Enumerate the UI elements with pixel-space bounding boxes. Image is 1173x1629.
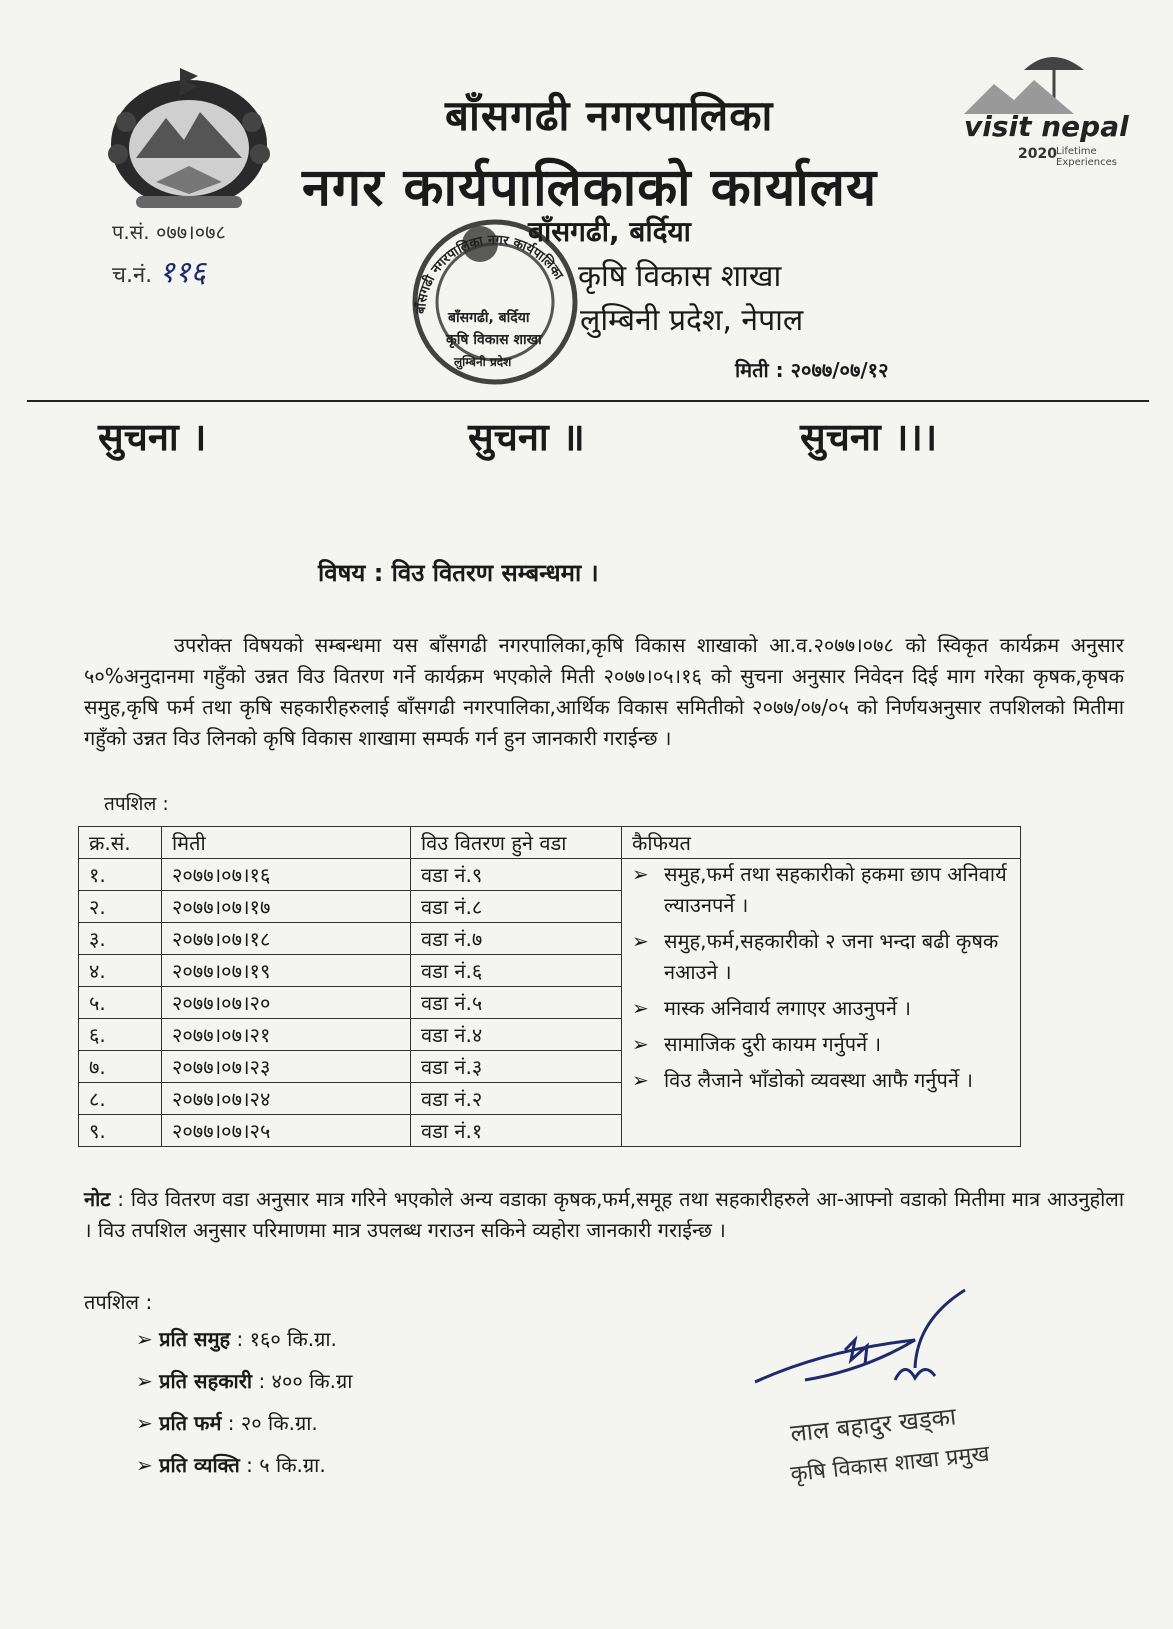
subject-line: विषय : विउ वितरण सम्बन्धमा । — [318, 559, 599, 587]
list-item: ➢ विउ लैजाने भाँडोको व्यवस्था आफै गर्नुपर्ने । — [632, 1065, 1010, 1096]
list-item — [136, 1402, 352, 1444]
issue-date — [735, 356, 888, 383]
remarks-list — [632, 859, 1010, 1096]
cell-date: २०७७।०७।१८ — [162, 923, 411, 955]
date-value: २०७७/०७/१२ — [790, 358, 889, 382]
nepal-emblem-icon — [96, 62, 282, 212]
umbrella-icon — [964, 44, 1134, 114]
cell-ward: वडा नं.४ — [411, 1019, 622, 1051]
cell-date: २०७७।०७।२४ — [162, 1083, 411, 1115]
header-divider — [27, 400, 1149, 402]
cell-serial: ७. — [79, 1051, 162, 1083]
office-place: बाँसगढी, बर्दिया — [528, 215, 691, 248]
quantity-value: : ४०० कि.ग्रा — [258, 1369, 353, 1393]
cell-serial: ८. — [79, 1083, 162, 1115]
cell-ward: वडा नं.५ — [411, 987, 622, 1019]
quantity-schedule-label: तपशिल : — [84, 1290, 153, 1314]
quantity-list — [136, 1318, 352, 1486]
cell-ward: वडा नं.६ — [411, 955, 622, 987]
cell-serial: ९. — [79, 1115, 162, 1147]
cell-date: २०७७।०७।१९ — [162, 955, 411, 987]
remarks-cell — [622, 859, 1021, 1147]
svg-text:कृषि विकास शाखा: कृषि विकास शाखा — [446, 332, 542, 348]
office-branch: कृषि विकास शाखा — [578, 259, 782, 294]
signatory-title: कृषि विकास शाखा प्रमुख — [789, 1441, 991, 1488]
note-text: : विउ वितरण वडा अनुसार मात्र गरिने भएकोले अन्य वडाका कृषक,फर्म,समूह तथा सहकारीहरुले आ-आफ्नो वडाको मितीमा मात्र आउनुहोला । विउ तपशिल अनुसार परिमाणमा मात्र उपलब्ध गराउन सकिने व्यहोरा जानकारी गराईन्छ । — [84, 1187, 1124, 1242]
distribution-schedule-table — [78, 826, 1021, 1147]
list-item — [136, 1318, 352, 1360]
cell-date: २०७७।०७।२३ — [162, 1051, 411, 1083]
notice-heading-3: सुचना ।।। — [800, 415, 938, 459]
cell-serial: ३. — [79, 923, 162, 955]
header-ward: विउ वितरण हुने वडा — [411, 827, 622, 859]
visit-nepal-year: 2020 — [1018, 146, 1057, 162]
municipality-title: बाँसगढी नगरपालिका — [445, 91, 774, 140]
quantity-value: : ५ कि.ग्रा. — [246, 1453, 326, 1477]
notice-heading-2: सुचना ॥ — [468, 415, 585, 459]
header-date: मिती — [162, 827, 411, 859]
cell-ward: वडा नं.२ — [411, 1083, 622, 1115]
cell-date: २०७७।०७।२५ — [162, 1115, 411, 1147]
table-header-row — [79, 827, 1021, 859]
date-label: मिती : — [735, 358, 784, 382]
quantity-label: प्रति समुह — [159, 1327, 231, 1351]
svg-text:बाँसगढी नगरपालिका नगर कार्यपाल: बाँसगढी नगरपालिका नगर कार्यपालिका — [413, 232, 566, 315]
cell-ward: वडा नं.१ — [411, 1115, 622, 1147]
cell-date: २०७७।०७।१७ — [162, 891, 411, 923]
header-remarks: कैफियत — [622, 827, 1021, 859]
list-item: ➢ समुह,फर्म,सहकारीको २ जना भन्दा बढी कृषक नआउने । — [632, 926, 1010, 988]
quantity-label: प्रति सहकारी — [159, 1369, 253, 1393]
notice-heading-1: सुचना । — [98, 415, 207, 459]
list-item: ➢ समुह,फर्म तथा सहकारीको हकमा छाप अनिवार्य ल्याउनपर्ने । — [632, 859, 1010, 921]
cn-label: च.नं. — [112, 263, 153, 288]
reference-ps — [112, 218, 226, 245]
cn-value: ११६ — [159, 255, 206, 290]
cell-serial: ६. — [79, 1019, 162, 1051]
cell-serial: ४. — [79, 955, 162, 987]
office-stamp — [400, 204, 590, 400]
ps-value: ०७७।०७८ — [155, 220, 226, 244]
cell-serial: १. — [79, 859, 162, 891]
signatory-name: लाल बहादुर खड्का — [789, 1402, 958, 1448]
cell-ward: वडा नं.८ — [411, 891, 622, 923]
note-paragraph — [84, 1184, 1124, 1246]
visit-nepal-tagline: Lifetime Experiences — [1056, 146, 1117, 168]
schedule-label: तपशिल : — [104, 793, 169, 815]
cell-serial: २. — [79, 891, 162, 923]
list-item: ➢ मास्क अनिवार्य लगाएर आउनुपर्ने । — [632, 993, 1010, 1024]
cell-date: २०७७।०७।२१ — [162, 1019, 411, 1051]
note-label: नोट — [84, 1187, 111, 1211]
list-item — [136, 1360, 352, 1402]
cell-serial: ५. — [79, 987, 162, 1019]
ps-label: प.सं. — [112, 220, 150, 244]
office-province: लुम्बिनी प्रदेश, नेपाल — [580, 303, 804, 338]
office-title: नगर कार्यपालिकाको कार्यालय — [302, 158, 878, 218]
list-item: ➢ सामाजिक दुरी कायम गर्नुपर्ने । — [632, 1029, 1010, 1060]
svg-text:लुम्बिनी प्रदेश: लुम्बिनी प्रदेश — [454, 355, 512, 369]
list-item — [136, 1444, 352, 1486]
body-paragraph: उपरोक्त विषयको सम्बन्धमा यस बाँसगढी नगरपालिका,कृषि विकास शाखाको आ.व.२०७७।०७८ को स्विकृत कार्यक्रम अनुसार ५०%अनुदानमा गहुँको उन्नत विउ वितरण गर्ने कार्यक्रम भएकोले मिती २०७७।०५।१६ को सुचना अनुसार निवेदन दिई माग गरेका कृषक,कृषक समुह,कृषि फर्म तथा कृषि सहकारीहरुलाई बाँसगढी नगरपालिका,आर्थिक विकास समितीको २०७७/०७/०५ को निर्णयअनुसार तपशिलको मितीमा गहुँको उन्नत विउ लिनको कृषि विकास शाखामा सम्पर्क गर्न हुन जानकारी गराईन्छ । — [84, 633, 1124, 750]
quantity-value: : २० कि.ग्रा. — [227, 1411, 318, 1435]
header-serial: क्र.सं. — [79, 827, 162, 859]
cell-date: २०७७।०७।१६ — [162, 859, 411, 891]
cell-date: २०७७।०७।२० — [162, 987, 411, 1019]
quantity-label: प्रति फर्म — [159, 1411, 222, 1435]
table-row — [79, 859, 1021, 891]
svg-text:बाँसगढी, बर्दिया: बाँसगढी, बर्दिया — [448, 310, 530, 326]
cell-ward: वडा नं.७ — [411, 923, 622, 955]
visit-nepal-logo — [964, 44, 1134, 168]
cell-ward: वडा नं.९ — [411, 859, 622, 891]
quantity-value: : १६० कि.ग्रा. — [236, 1327, 337, 1351]
quantity-label: प्रति व्यक्ति — [159, 1453, 240, 1477]
visit-nepal-brand: visit nepal — [964, 110, 1129, 143]
cell-ward: वडा नं.३ — [411, 1051, 622, 1083]
reference-cn — [112, 250, 206, 291]
